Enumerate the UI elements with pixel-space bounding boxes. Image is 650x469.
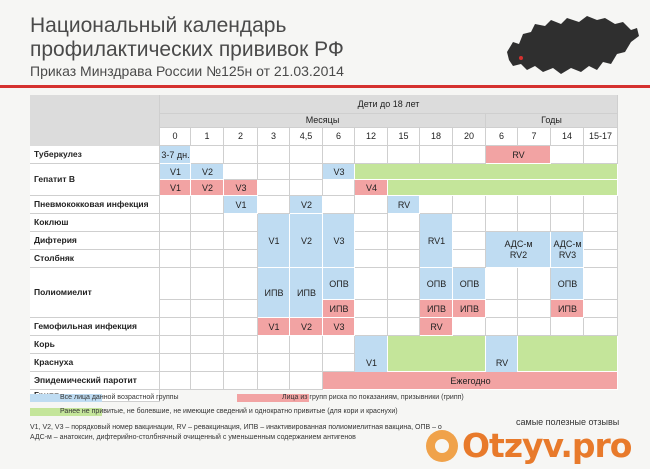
cell-pneumo-rv: RV xyxy=(397,199,411,210)
table-cell xyxy=(224,214,258,232)
header-years: Годы xyxy=(486,114,618,128)
watermark-caption: самые полезные отзывы xyxy=(516,417,620,427)
table-cell xyxy=(518,300,551,318)
table-cell xyxy=(160,268,191,300)
column-header: 15-17 xyxy=(584,128,618,146)
row-label: Пневмококковая инфекция xyxy=(30,196,160,214)
table-cell xyxy=(290,354,323,372)
table-cell xyxy=(160,232,191,250)
legend-red-text: Лица из групп риска по показаниям, призывники (грипп) xyxy=(282,394,464,401)
table-cell xyxy=(453,146,486,164)
cell-polio-opv-18: ОПВ xyxy=(426,278,447,289)
column-header: 7 xyxy=(518,128,551,146)
table-cell xyxy=(191,232,224,250)
table-cell xyxy=(224,146,258,164)
table-cell xyxy=(518,196,551,214)
table-cell xyxy=(290,180,323,196)
table-cell xyxy=(355,232,388,250)
table-cell xyxy=(388,214,420,232)
table-cell xyxy=(160,250,191,268)
title-line-2: профилактических прививок РФ xyxy=(30,38,344,61)
table-cell xyxy=(518,318,551,336)
table-cell xyxy=(388,300,420,318)
cell-polio-ipv-45: ИПВ xyxy=(297,287,316,298)
table-cell xyxy=(160,372,191,390)
table-cell xyxy=(584,250,618,268)
table-cell xyxy=(453,318,486,336)
table-cell xyxy=(191,300,224,318)
table-cell xyxy=(258,196,290,214)
table-cell xyxy=(486,196,518,214)
table-cell xyxy=(224,318,258,336)
row-label: Гепатит В xyxy=(30,164,160,196)
column-header: 14 xyxy=(551,128,584,146)
cell-mmr-rv: RV xyxy=(495,357,509,368)
cell-hepb-risk-v1: V1 xyxy=(169,182,181,193)
row-label: Туберкулез xyxy=(30,146,160,164)
table-cell xyxy=(420,146,453,164)
cell-hepb-risk-v4: V4 xyxy=(365,182,377,193)
legend-green-text: Ранее не привитые, не болевшие, не имеющие сведений и однократно привитые (для кори и краснухи) xyxy=(60,408,398,415)
table-cell xyxy=(160,336,191,354)
table-cell xyxy=(224,232,258,250)
table-cell xyxy=(584,318,618,336)
column-header: 12 xyxy=(355,128,388,146)
table-cell xyxy=(453,196,486,214)
footnote-ads: АДС-м – анатоксин, дифтерийно-столбнячный очищенный с уменьшенным содержанием антигенов xyxy=(30,434,356,441)
cell-dtp-rv1: RV1 xyxy=(427,235,446,246)
table-cell xyxy=(551,196,584,214)
column-header: 0 xyxy=(160,128,191,146)
title-order: Приказ Минздрава России №125н от 21.03.2014 xyxy=(30,63,344,79)
cell-ads-rv3: АДС-м RV3 xyxy=(553,239,582,260)
cell-hepb-v1: V1 xyxy=(169,166,181,177)
table-cell xyxy=(355,300,388,318)
table-cell xyxy=(191,268,224,300)
table-cell xyxy=(551,318,584,336)
cell-hepb-catchup-block xyxy=(355,164,618,180)
cell-hepb-catchup-2-block xyxy=(388,180,618,196)
table-cell xyxy=(290,372,323,390)
cell-polio-opv-20: ОПВ xyxy=(459,278,480,289)
header-months: Месяцы xyxy=(160,114,486,128)
cell-hib-v2: V2 xyxy=(300,321,312,332)
cell-polio-ipv-18-risk: ИПВ xyxy=(427,303,446,314)
title-line-1: Национальный календарь xyxy=(30,14,287,37)
cell-hib-v3: V3 xyxy=(333,321,345,332)
table-cell xyxy=(290,146,323,164)
header-corner xyxy=(30,95,160,150)
table-cell xyxy=(388,232,420,250)
table-cell xyxy=(323,146,355,164)
table-cell xyxy=(160,196,191,214)
cell-hepb-risk-v3: V3 xyxy=(235,182,247,193)
table-cell xyxy=(453,232,486,250)
table-cell xyxy=(224,336,258,354)
table-cell xyxy=(453,250,486,268)
cell-pneumo-v2: V2 xyxy=(300,199,312,210)
table-cell xyxy=(290,336,323,354)
row-label: Краснуха xyxy=(30,354,160,372)
table-cell xyxy=(584,268,618,300)
cell-polio-opv-6: ОПВ xyxy=(329,278,349,289)
table-cell xyxy=(224,300,258,318)
cell-hib-v1: V1 xyxy=(268,321,280,332)
table-cell xyxy=(258,372,290,390)
legend-blue-text: Все лица данной возрастной группы xyxy=(60,394,179,401)
table-cell xyxy=(224,354,258,372)
table-cell xyxy=(355,268,388,300)
cell-flu-annual: Ежегодно xyxy=(450,375,491,386)
table-cell xyxy=(584,146,618,164)
watermark-logo[interactable] xyxy=(420,426,648,466)
watermark-brand: Otzyv.pro xyxy=(462,426,632,465)
column-header: 20 xyxy=(453,128,486,146)
pin-icon xyxy=(424,428,460,464)
table-cell xyxy=(258,146,290,164)
table-cell xyxy=(160,214,191,232)
table-cell xyxy=(584,196,618,214)
cell-tb-rv: RV xyxy=(512,149,525,160)
table-cell xyxy=(453,214,486,232)
column-header: 6 xyxy=(486,128,518,146)
column-header: 6 xyxy=(323,128,355,146)
cell-dtp-v2: V2 xyxy=(300,235,312,246)
row-label: Гемофильная инфекция xyxy=(30,318,160,336)
cell-hepb-risk-v2: V2 xyxy=(201,182,213,193)
table-cell xyxy=(290,164,323,180)
footnote-abbreviations: V1, V2, V3 – порядковый номер вакцинации, RV – ревакцинация, ИПВ – инактивированная полиомиелитная вакцина, ОПВ – о xyxy=(30,424,442,431)
table-cell xyxy=(584,300,618,318)
cell-dtp-v3: V3 xyxy=(333,235,345,246)
table-cell xyxy=(323,180,355,196)
cell-mmr-v1: V1 xyxy=(365,357,377,368)
table-cell xyxy=(191,250,224,268)
cell-mmr-catchup-a-block xyxy=(388,336,486,372)
column-header: 1 xyxy=(191,128,224,146)
row-label: Коклюш xyxy=(30,214,160,232)
cell-pneumo-v1: V1 xyxy=(235,199,247,210)
table-cell xyxy=(191,196,224,214)
column-header: 15 xyxy=(388,128,420,146)
table-cell xyxy=(486,268,518,300)
table-cell xyxy=(191,318,224,336)
table-cell xyxy=(191,354,224,372)
table-cell xyxy=(323,336,355,354)
table-cell xyxy=(486,318,518,336)
cell-polio-ipv-14-risk: ИПВ xyxy=(558,303,577,314)
table-cell xyxy=(388,318,420,336)
cell-hib-rv: RV xyxy=(430,321,443,332)
table-cell xyxy=(160,300,191,318)
table-cell xyxy=(224,372,258,390)
cell-hepb-v2: V2 xyxy=(201,166,213,177)
table-cell xyxy=(160,354,191,372)
row-label: Эпидемический паротит xyxy=(30,372,160,390)
row-label: Корь xyxy=(30,336,160,354)
table-cell xyxy=(355,250,388,268)
column-header: 3 xyxy=(258,128,290,146)
row-label: Полиомиелит xyxy=(30,268,160,318)
column-header: 2 xyxy=(224,128,258,146)
table-cell xyxy=(355,196,388,214)
table-cell xyxy=(551,146,584,164)
table-cell xyxy=(584,232,618,250)
table-cell xyxy=(258,164,290,180)
table-cell xyxy=(224,164,258,180)
row-label: Дифтерия xyxy=(30,232,160,250)
table-cell xyxy=(323,196,355,214)
table-cell xyxy=(518,268,551,300)
table-cell xyxy=(160,318,191,336)
cell-polio-ipv-6-risk: ИПВ xyxy=(329,303,349,314)
table-cell xyxy=(420,196,453,214)
table-cell xyxy=(191,372,224,390)
cell-ads-rv2: АДС-м RV2 xyxy=(504,239,533,260)
table-cell xyxy=(355,318,388,336)
column-header: 18 xyxy=(420,128,453,146)
table-cell xyxy=(486,300,518,318)
cell-hepb-v3: V3 xyxy=(333,166,345,177)
table-cell xyxy=(191,214,224,232)
table-cell xyxy=(355,214,388,232)
table-cell xyxy=(224,268,258,300)
table-cell xyxy=(258,354,290,372)
table-cell xyxy=(191,146,224,164)
table-cell xyxy=(224,250,258,268)
cell-tb-newborn: 3-7 дн. xyxy=(161,149,190,160)
table-cell xyxy=(388,146,420,164)
table-cell xyxy=(323,354,355,372)
column-header: 4,5 xyxy=(290,128,323,146)
cell-polio-ipv-20-risk: ИПВ xyxy=(460,303,479,314)
table-cell xyxy=(584,214,618,232)
cell-polio-opv-14: ОПВ xyxy=(557,278,578,289)
header-children: Дети до 18 лет xyxy=(160,95,618,114)
table-cell xyxy=(258,336,290,354)
table-cell xyxy=(388,250,420,268)
row-label: Столбняк xyxy=(30,250,160,268)
table-cell xyxy=(388,268,420,300)
table-cell xyxy=(355,146,388,164)
table-cell xyxy=(486,214,518,232)
table-cell xyxy=(191,336,224,354)
table-cell xyxy=(518,214,551,232)
cell-dtp-v1: V1 xyxy=(268,235,280,246)
cell-polio-ipv-3: ИПВ xyxy=(264,287,284,298)
table-cell xyxy=(258,180,290,196)
table-cell xyxy=(551,214,584,232)
cell-mmr-catchup-b-block xyxy=(518,336,618,372)
